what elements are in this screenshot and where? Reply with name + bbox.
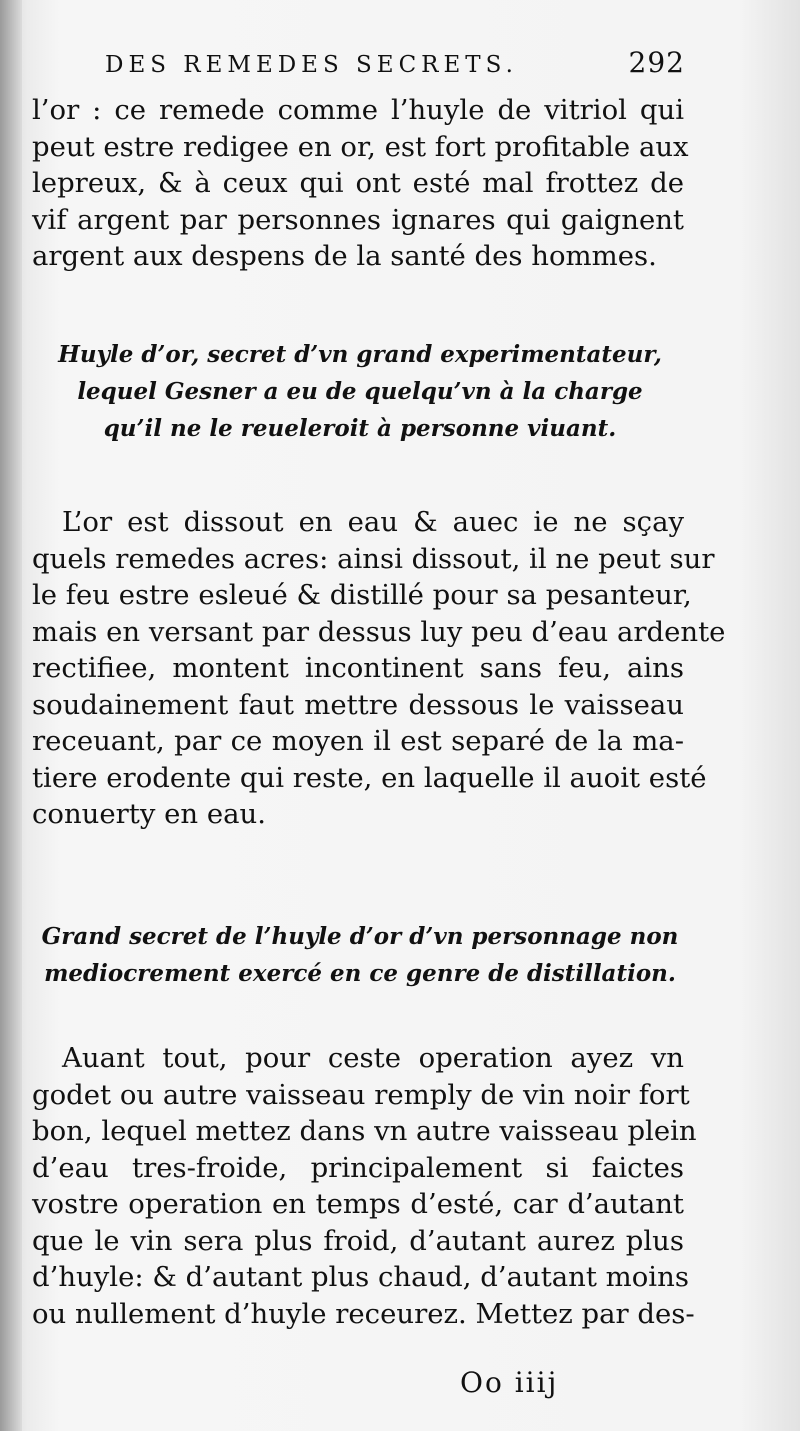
paragraph-line: quels remedes acres: ainsi dissout, il ne peut sur [32,542,715,575]
paragraph-line: vostre operation en temps d’esté, car d’autant [32,1188,684,1220]
heading-line: lequel Gesner a eu de quelqu’vn à la charge [77,378,643,405]
running-head-title: DES REMEDES SECRETS. [105,52,518,78]
section-heading-2 [40,918,680,992]
paragraph-line: que le vin sera plus froid, d’autant aurez plus [32,1224,684,1257]
paragraph-line: godet ou autre vaisseau remply de vin noir fort [32,1078,690,1111]
paragraph-line: d’eau tres-froide, principalement si faictes [32,1151,684,1184]
heading-line: mediocrement exercé en ce genre de distillation. [44,960,676,987]
section-heading-1 [40,336,680,447]
page-gutter [0,0,22,1431]
paragraph-line: ou nullement d’huyle receurez. Mettez par des- [32,1297,695,1330]
paragraph-line: receuant, par ce moyen il est separé de la ma- [32,725,684,757]
paragraph-line: L’or est dissout en eau & auec ie ne sçay [62,506,684,538]
heading-line: Grand secret de l’huyle d’or d’vn personnage non [41,923,679,950]
page-number: 292 [628,46,685,79]
paragraph-line: rectifiee, montent incontinent sans feu, ains [32,652,684,684]
paragraph-line: peut estre redigee en or, est fort profitable aux [32,130,689,163]
paragraph-line: argent aux despens de la santé des hommes. [32,240,657,272]
paragraph-line: vif argent par personnes ignares qui gaignent [32,203,684,236]
running-head [105,46,685,79]
paragraph-line: d’huyle: & d’autant plus chaud, d’autant moins [32,1261,689,1293]
paragraph-3 [32,1040,697,1332]
paragraph-line: tiere erodente qui reste, en laquelle il auoit esté [32,761,707,794]
paragraph-line: lepreux, & à ceux qui ont esté mal frottez de [32,167,684,199]
paragraph-line: Auant tout, pour ceste operation ayez vn [62,1042,684,1074]
signature-mark: Oo iiij [460,1366,559,1399]
heading-line: qu’il ne le reueleroit à personne viuant. [103,415,617,442]
paragraph-1 [32,92,689,275]
paragraph-line: mais en versant par dessus luy peu d’eau ardente [32,615,726,648]
heading-line: Huyle d’or, secret d’vn grand experimentateur, [58,341,662,368]
paragraph-2 [32,504,726,833]
paragraph-line: le feu estre esleué & distillé pour sa pesanteur, [32,579,692,611]
paragraph-line: l’or : ce remede comme l’huyle de vitriol qui [32,94,684,126]
paragraph-line: bon, lequel mettez dans vn autre vaisseau plein [32,1115,697,1147]
paragraph-line: conuerty en eau. [32,798,266,830]
paragraph-line: soudainement faut mettre dessous le vaisseau [32,688,684,721]
